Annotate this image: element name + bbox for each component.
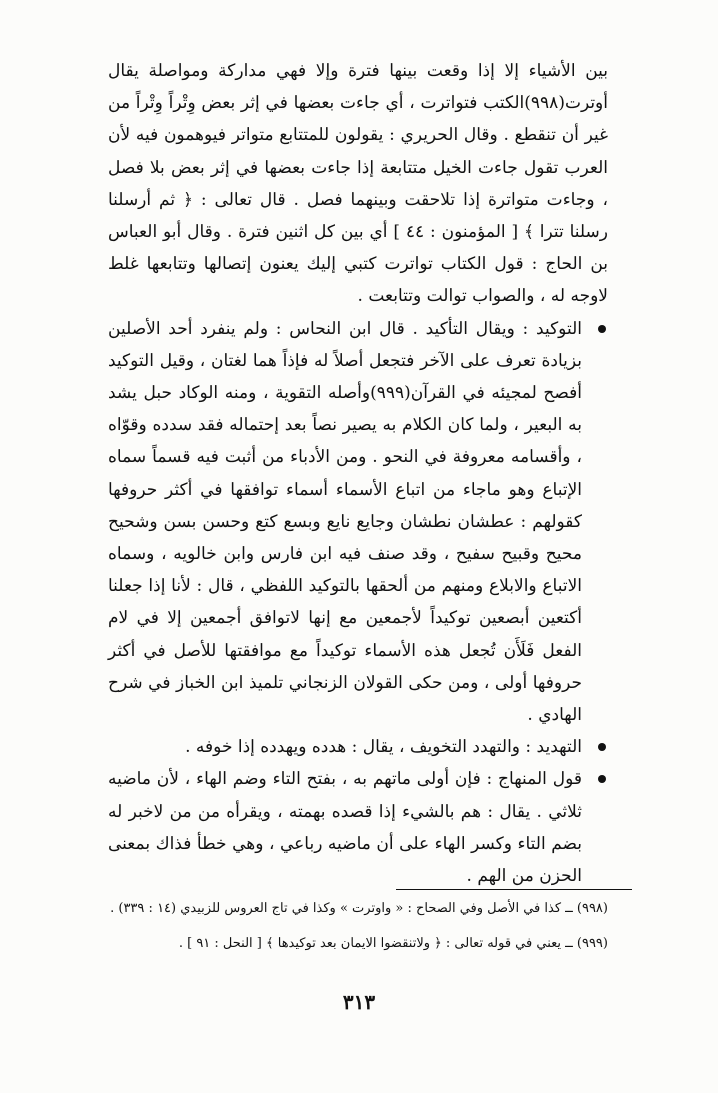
footnotes xyxy=(108,900,608,970)
paragraph-tawatur-continuation: بين الأشياء إلا إذا وقعت بينها فترة وإلا فهي مداركة ومواصلة يقال أوترت(٩٩٨)الكتب فتواترت ، أي جاءت بعضها في إثر بعض وِتْراً وِتْراً من غير أن تنقطع . وقال الحريري : يقولون للمتتابع متواتر فيوهمون فيه لأن العرب تقول جاءت الخيل متتابعة إذا جاءت بعضها في إثر بعض بلا فصل ، وجاءت متواترة إذا تلاحقت وبينهما فصل . قال تعالى : ﴿ ثم أرسلنا رسلنا تترا ﴾ [ المؤمنون : ٤٤ ] أي بين كل اثنين فترة . وقال أبو العباس بن الحاج : قول الكتاب تواترت كتبي إليك يعنون إتصالها وتتابعها غلط لاوجه له ، والصواب توالت وتتابعت . xyxy=(108,61,608,307)
paragraph-minhaj: قول المنهاج : فإن أولى ماتهم به ، بفتح التاء وضم الهاء ، لأن ماضيه ثلاثي . يقال : هم بالشيء إذا قصده بهمته ، ويقرأه من من لاخبر له بضم التاء وكسر الهاء على أن ماضيه رباعي ، وهي خطأ فذاك بمعنى الحزن من الهم . xyxy=(108,763,608,892)
main-text xyxy=(108,55,608,892)
footnote-separator xyxy=(396,889,632,890)
page-number: ٣١٣ xyxy=(342,990,376,1014)
paragraph-tawkid: التوكيد : ويقال التأكيد . قال ابن النحاس : ولم ينفرد أحد الأصلين بزيادة تعرف على الآخر فتجعل أصلاً له فإذاً هما لغتان ، وقيل التوكيد أفصح لمجيئه في القرآن(٩٩٩)وأصله التقوية ، ومنه الوكاد حبل يشد به البعير ، ولما كان الكلام به يصير نصاً بعد إحتماله فقد سدده وقوّاه ، وأقسامه معروفة في النحو . ومن الأدباء من أثبت فيه قسماً سماه الإتباع وهو ماجاء من اتباع الأسماء أسماء توافقها في أكثر حروفها كقولهم : عطشان نطشان وجايع نايع وبسع كتع وحسن بسن وشحيح محيح وقبيح سفيح ، وقد صنف فيه ابن فارس وابن خالويه ، وسماه الاتباع والابلاع ومنهم من ألحقها بالتوكيد اللفظي ، قال : لأنا إذا جعلنا أكتعين أبصعين توكيداً لأجمعين مع إنها لاتوافق أجمعين إلا في لام الفعل فَلَأَن تُجعل هذه الأسماء توكيداً مع موافقتها للأصل في أكثر حروفها أولى ، ومن حكى القولان الزنجاني تلميذ ابن الخباز في شرح الهادي . xyxy=(108,313,608,732)
footnote-998: (٩٩٨) ــ كذا في الأصل وفي الصحاح : « واوترت » وكذا في تاج العروس للزبيدي (١٤ : ٣٣٩) . xyxy=(110,901,608,916)
footnote-999: (٩٩٩) ــ يعني في قوله تعالى : ﴿ ولاتنقضوا الايمان بعد توكيدها ﴾ [ النحل : ٩١ ] . xyxy=(178,936,608,951)
paragraph-tahdid: التهديد : والتهدد التخويف ، يقال : هدده ويهدده إذا خوفه . xyxy=(108,731,608,763)
